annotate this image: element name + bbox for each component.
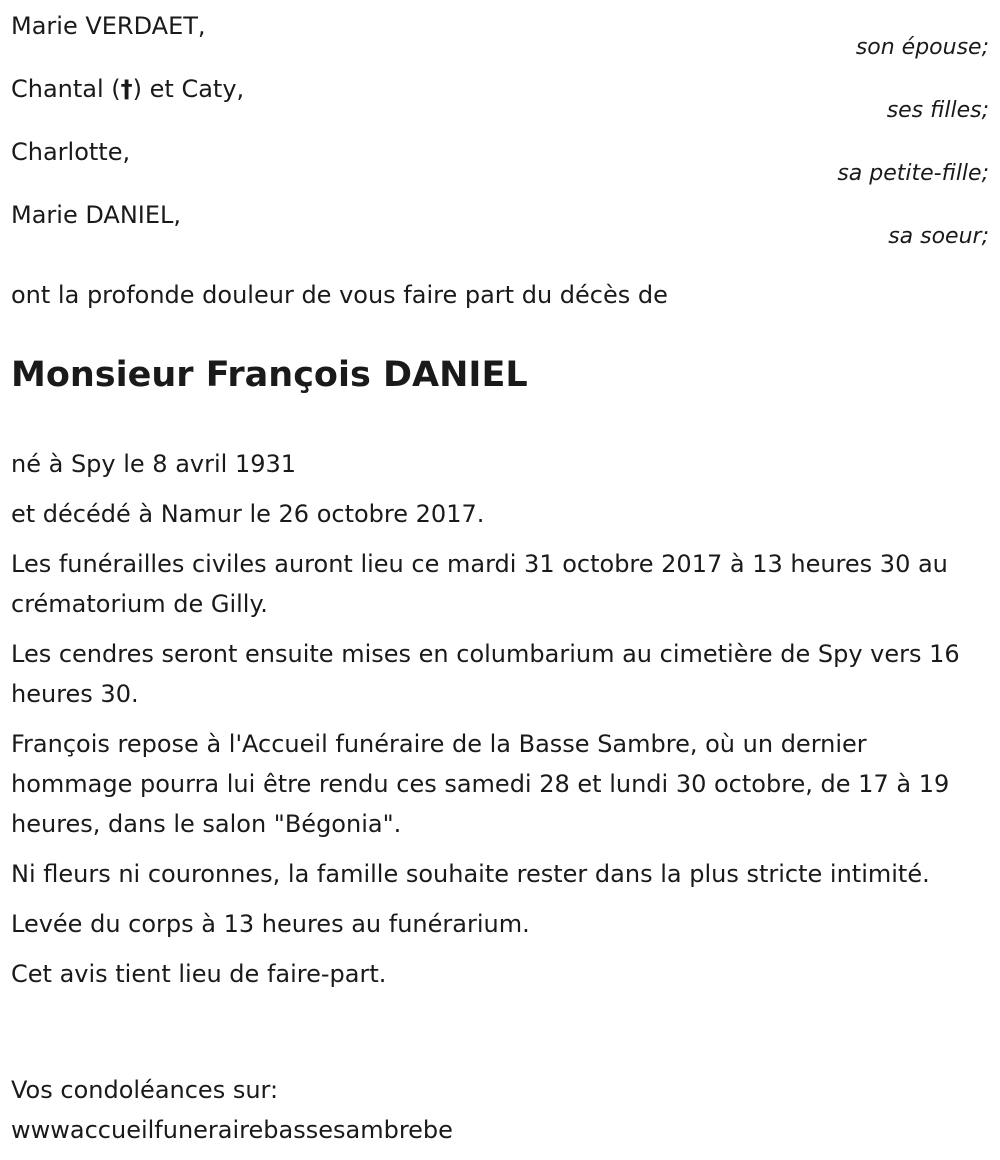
obituary-notice [11,0,989,1144]
condolences-section [11,1070,453,1150]
cross-icon: † [120,75,133,103]
family-member [11,126,989,189]
notice-body [11,444,989,1004]
notice-paragraph: né à Spy le 8 avril 1931 [11,450,297,478]
family-member [11,0,989,63]
family-member-name: Marie DANIEL, [11,201,182,229]
notice-paragraph: Les cendres seront ensuite mises en columbarium au cimetière de Spy vers 16 heures 30. [11,640,960,708]
family-member-relation: ses filles; [886,98,989,123]
family-member-relation: son épouse; [855,35,989,60]
family-member-name: Chantal (†) et Caty, [11,75,245,103]
family-member-relation: sa soeur; [888,224,989,249]
notice-paragraph: Levée du corps à 13 heures au funérarium. [11,910,530,938]
condolences-label: Vos condoléances sur: [11,1076,279,1104]
condolences-url: wwwaccueilfunerairebassesambrebe [11,1116,453,1144]
family-member-relation: sa petite-fille; [837,161,989,186]
family-member [11,63,989,126]
notice-paragraph: François repose à l'Accueil funéraire de la Basse Sambre, où un dernier hommage pourra lui être rendu ces samedi 28 et lundi 30 octobre, de 17 à 19 heures, dans le salon "Bégonia". [11,730,950,838]
notice-paragraph: Les funérailles civiles auront lieu ce mardi 31 octobre 2017 à 13 heures 30 au crématorium de Gilly. [11,550,948,618]
notice-paragraph: Cet avis tient lieu de faire-part. [11,960,387,988]
deceased-name: Monsieur François DANIEL [11,355,528,395]
family-member-name: Marie VERDAET, [11,12,206,40]
notice-paragraph: Ni fleurs ni couronnes, la famille souhaite rester dans la plus stricte intimité. [11,860,930,888]
family-member [11,189,989,252]
announcement-text: ont la profonde douleur de vous faire part du décès de [11,281,668,309]
family-member-name: Charlotte, [11,138,131,166]
family-list [11,0,989,252]
notice-paragraph: et décédé à Namur le 26 octobre 2017. [11,500,485,528]
